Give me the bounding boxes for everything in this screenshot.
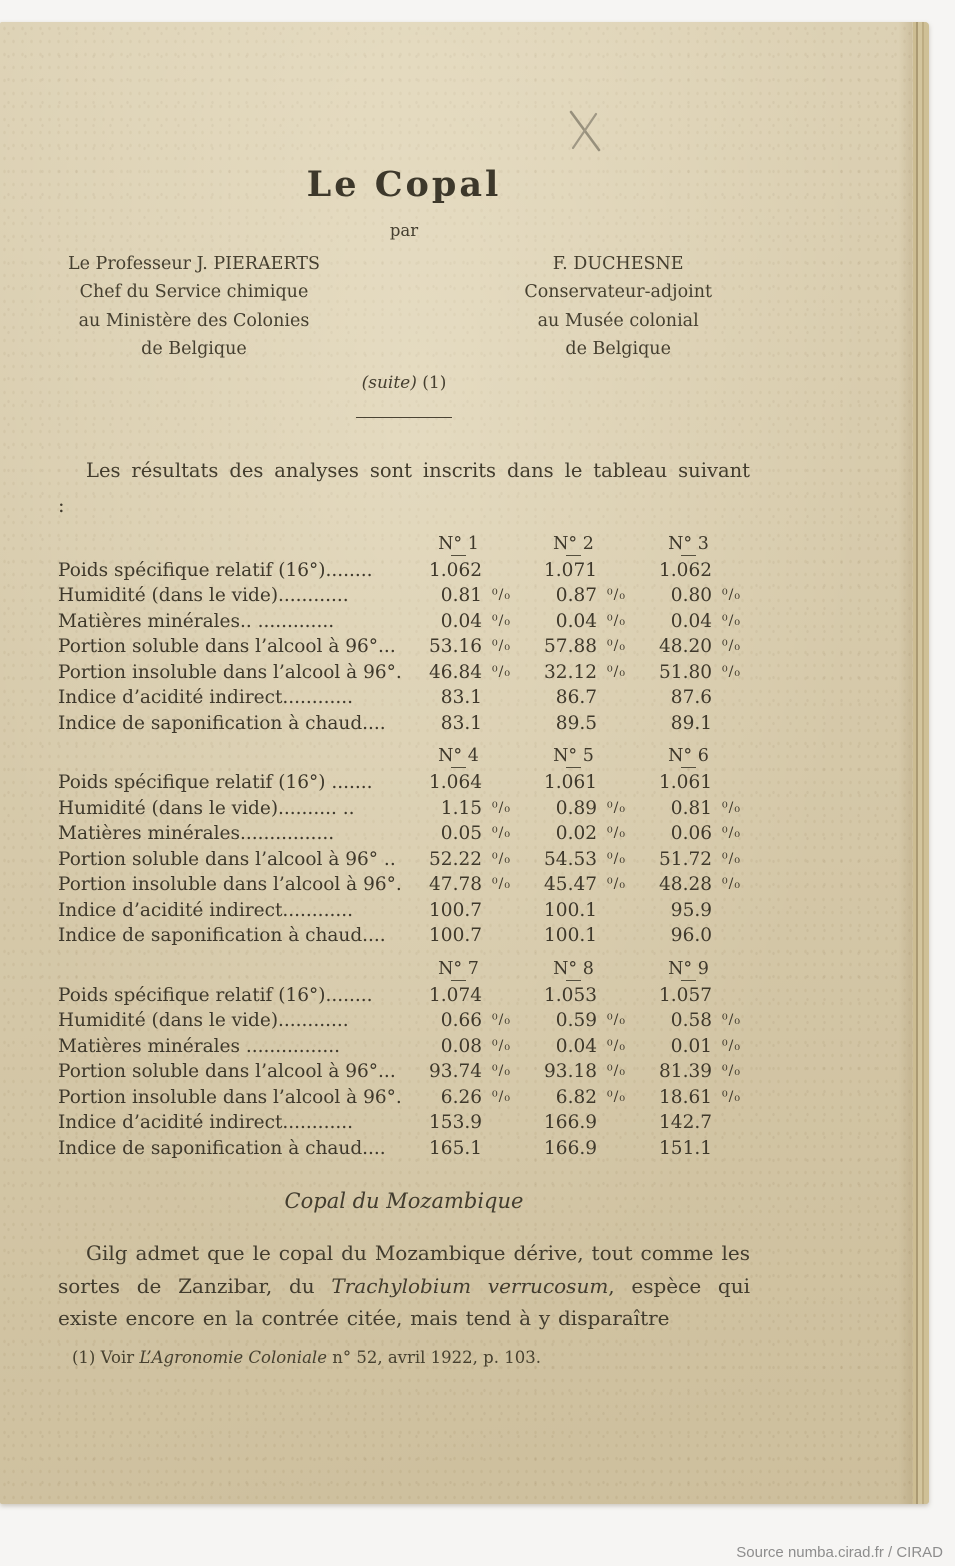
cell-unit: ⁰/₀ <box>492 825 511 842</box>
column-header <box>648 746 763 768</box>
row-label: Poids spécifique relatif (16°) ....... <box>58 772 373 794</box>
cell-unit: ⁰/₀ <box>607 850 626 867</box>
cell-value: 53.16 <box>429 636 482 658</box>
cell-value: 0.06 <box>670 823 712 845</box>
cell-value: 0.05 <box>440 823 482 845</box>
cell-value: 48.28 <box>659 874 712 896</box>
cell-value: 18.61 <box>659 1086 712 1108</box>
table-row <box>58 1136 750 1162</box>
column-header-dash <box>451 980 466 981</box>
cell-unit <box>597 1136 648 1162</box>
row-label: Poids spécifique relatif (16°)........ <box>58 559 373 581</box>
cell-unit: ⁰/₀ <box>722 850 741 867</box>
cell-value: 0.08 <box>440 1035 482 1057</box>
table-row <box>58 634 750 660</box>
row-label: Indice de saponification à chaud.... <box>58 925 386 947</box>
cell-value: 1.064 <box>429 772 482 794</box>
cell-unit: ⁰/₀ <box>722 799 741 816</box>
column-header <box>533 746 648 768</box>
row-label: Matières minérales.. ............. <box>58 610 335 632</box>
row-label: Humidité (dans le vide)............ <box>58 585 349 607</box>
cell-unit <box>597 983 648 1009</box>
cell-unit <box>712 711 763 737</box>
cell-unit: ⁰/₀ <box>607 1088 626 1105</box>
row-label: Indice de saponification à chaud.... <box>58 712 386 734</box>
author-name: F. DUCHESNE <box>552 254 684 274</box>
column-header-label: N° 4 <box>438 746 479 767</box>
author-right <box>524 250 712 363</box>
page-content <box>58 22 750 1367</box>
table-row <box>58 796 750 822</box>
cell-unit <box>712 1110 763 1136</box>
cell-value: 6.26 <box>440 1086 482 1108</box>
cell-value: 1.061 <box>544 772 597 794</box>
cell-value: 0.59 <box>555 1010 597 1032</box>
cell-value: 86.7 <box>555 687 597 709</box>
row-label: Matières minérales................ <box>58 823 335 845</box>
cell-unit: ⁰/₀ <box>722 1037 741 1054</box>
cell-unit: ⁰/₀ <box>492 876 511 893</box>
table-row <box>58 821 750 847</box>
text-run: n° 52, avril 1922, p. 103. <box>326 1348 541 1368</box>
row-label: Portion soluble dans l’alcool à 96°... <box>58 1061 396 1083</box>
table-row <box>58 898 750 924</box>
column-header-dash <box>566 767 581 768</box>
row-label: Humidité (dans le vide).......... .. <box>58 797 355 819</box>
cell-unit <box>712 923 763 949</box>
cell-unit: ⁰/₀ <box>607 1037 626 1054</box>
table-column-headers <box>58 959 750 981</box>
table-row <box>58 1008 750 1034</box>
cell-unit: ⁰/₀ <box>492 799 511 816</box>
cell-value: 100.7 <box>429 925 482 947</box>
cell-value: 166.9 <box>544 1112 597 1134</box>
row-label: Portion soluble dans l’alcool à 96° .. <box>58 848 396 870</box>
cell-unit <box>712 898 763 924</box>
cell-value: 32.12 <box>544 661 597 683</box>
cell-value: 0.80 <box>670 585 712 607</box>
table-row <box>58 1059 750 1085</box>
cell-value: 1.071 <box>544 559 597 581</box>
table-row <box>58 583 750 609</box>
cell-unit: ⁰/₀ <box>722 825 741 842</box>
cell-value: 0.04 <box>555 1035 597 1057</box>
cell-unit: ⁰/₀ <box>492 1063 511 1080</box>
cell-unit: ⁰/₀ <box>607 663 626 680</box>
cell-value: 47.78 <box>429 874 482 896</box>
column-header <box>418 746 533 768</box>
column-header-dash <box>451 555 466 556</box>
column-header-spacer <box>58 746 418 768</box>
cell-value: 1.057 <box>659 984 712 1006</box>
column-header-spacer <box>58 959 418 981</box>
cell-value: 6.82 <box>555 1086 597 1108</box>
column-header <box>533 534 648 556</box>
cell-value: 57.88 <box>544 636 597 658</box>
cell-value: 0.58 <box>670 1010 712 1032</box>
cell-unit <box>712 685 763 711</box>
column-header-label: N° 7 <box>438 958 479 979</box>
cell-value: 83.1 <box>440 687 482 709</box>
cell-value: 0.04 <box>440 610 482 632</box>
cell-unit: ⁰/₀ <box>607 1012 626 1029</box>
cell-value: 95.9 <box>670 899 712 921</box>
table-row <box>58 609 750 635</box>
cell-unit <box>482 1136 533 1162</box>
column-header <box>648 534 763 556</box>
cell-value: 166.9 <box>544 1137 597 1159</box>
divider-rule <box>356 417 452 418</box>
cell-unit <box>482 983 533 1009</box>
row-label: Poids spécifique relatif (16°)........ <box>58 984 373 1006</box>
column-header-spacer <box>58 534 418 556</box>
cell-unit: ⁰/₀ <box>722 612 741 629</box>
cell-unit <box>597 558 648 584</box>
cell-unit: ⁰/₀ <box>492 663 511 680</box>
table-column-headers <box>58 534 750 556</box>
row-label: Humidité (dans le vide)............ <box>58 1010 349 1032</box>
cell-unit <box>482 1110 533 1136</box>
cell-value: 51.80 <box>659 661 712 683</box>
cell-unit <box>482 898 533 924</box>
cell-value: 48.20 <box>659 636 712 658</box>
table-row <box>58 1085 750 1111</box>
row-label: Portion soluble dans l’alcool à 96°... <box>58 636 396 658</box>
column-header <box>648 959 763 981</box>
cell-value: 100.7 <box>429 899 482 921</box>
cell-unit: ⁰/₀ <box>607 1063 626 1080</box>
table-row <box>58 923 750 949</box>
cell-value: 1.062 <box>429 559 482 581</box>
cell-unit <box>482 558 533 584</box>
cell-unit <box>712 983 763 1009</box>
cell-unit <box>712 770 763 796</box>
table-row <box>58 983 750 1009</box>
cell-unit: ⁰/₀ <box>607 587 626 604</box>
cell-value: 89.5 <box>555 712 597 734</box>
cell-value: 0.04 <box>670 610 712 632</box>
cell-value: 153.9 <box>429 1112 482 1134</box>
author-line: au Ministère des Colonies <box>78 310 310 331</box>
column-header-dash <box>681 767 696 768</box>
suite-note <box>58 373 750 393</box>
table-row <box>58 711 750 737</box>
authors-block <box>58 250 750 363</box>
page-title: Le Copal <box>306 164 502 205</box>
column-header <box>533 959 648 981</box>
cell-unit: ⁰/₀ <box>492 1012 511 1029</box>
body-paragraph <box>58 1237 750 1334</box>
author-left <box>68 250 320 363</box>
cell-unit <box>712 1136 763 1162</box>
cell-unit: ⁰/₀ <box>607 799 626 816</box>
table-row <box>58 770 750 796</box>
cell-unit <box>482 711 533 737</box>
cell-unit: ⁰/₀ <box>492 1037 511 1054</box>
cell-value: 93.74 <box>429 1061 482 1083</box>
cell-unit <box>597 685 648 711</box>
cell-unit <box>482 770 533 796</box>
cell-unit: ⁰/₀ <box>492 587 511 604</box>
column-header-label: N° 9 <box>668 958 709 979</box>
column-header-label: N° 5 <box>553 746 594 767</box>
cell-unit <box>597 770 648 796</box>
text-run: , espèce qui existe encore en la contrée citée, mais tend à y disparaître <box>58 1273 750 1331</box>
cell-value: 0.81 <box>670 797 712 819</box>
italic-text: (suite) <box>361 373 417 394</box>
cell-value: 87.6 <box>670 687 712 709</box>
cell-value: 93.18 <box>544 1061 597 1083</box>
cell-value: 1.062 <box>659 559 712 581</box>
book-page <box>0 22 929 1504</box>
cell-value: 151.1 <box>659 1137 712 1159</box>
column-header-dash <box>566 555 581 556</box>
column-header <box>418 534 533 556</box>
column-header-label: N° 2 <box>553 533 594 554</box>
cell-value: 0.02 <box>555 823 597 845</box>
cell-value: 0.87 <box>555 585 597 607</box>
author-line: Chef du Service chimique <box>79 282 309 303</box>
cell-unit: ⁰/₀ <box>607 825 626 842</box>
cell-unit <box>712 558 763 584</box>
cell-value: 0.01 <box>670 1035 712 1057</box>
cell-unit <box>597 1110 648 1136</box>
cell-value: 96.0 <box>670 925 712 947</box>
cell-value: 89.1 <box>670 712 712 734</box>
author-line: Conservateur-adjoint <box>524 282 712 303</box>
cell-unit: ⁰/₀ <box>492 612 511 629</box>
cell-unit: ⁰/₀ <box>492 638 511 655</box>
row-label: Portion insoluble dans l’alcool à 96°. <box>58 661 402 683</box>
cell-value: 0.81 <box>440 585 482 607</box>
italic-text: Trachylobium verrucosum <box>331 1273 609 1298</box>
cell-unit: ⁰/₀ <box>607 638 626 655</box>
cell-unit: ⁰/₀ <box>722 876 741 893</box>
row-label: Indice d’acidité indirect............ <box>58 1112 353 1134</box>
cell-value: 46.84 <box>429 661 482 683</box>
cell-unit: ⁰/₀ <box>722 1088 741 1105</box>
table-row <box>58 1110 750 1136</box>
cell-value: 83.1 <box>440 712 482 734</box>
cell-unit: ⁰/₀ <box>722 1063 741 1080</box>
cell-unit: ⁰/₀ <box>722 663 741 680</box>
row-label: Indice d’acidité indirect............ <box>58 899 353 921</box>
row-label: Indice d’acidité indirect............ <box>58 687 353 709</box>
cell-unit <box>597 923 648 949</box>
cell-unit <box>482 923 533 949</box>
source-attribution: Source numba.cirad.fr / CIRAD <box>736 1544 943 1561</box>
section-heading: Copal du Mozambique <box>284 1189 524 1214</box>
cell-value: 1.15 <box>440 797 482 819</box>
column-header <box>418 959 533 981</box>
footnote <box>58 1348 750 1367</box>
cell-value: 54.53 <box>544 848 597 870</box>
cell-unit: ⁰/₀ <box>722 1012 741 1029</box>
cell-unit: ⁰/₀ <box>607 612 626 629</box>
table-row <box>58 685 750 711</box>
cell-value: 81.39 <box>659 1061 712 1083</box>
column-header-label: N° 6 <box>668 746 709 767</box>
cell-value: 45.47 <box>544 874 597 896</box>
row-label: Portion insoluble dans l’alcool à 96°. <box>58 1086 402 1108</box>
column-header-dash <box>451 767 466 768</box>
table-row <box>58 872 750 898</box>
cell-value: 100.1 <box>544 899 597 921</box>
cell-value: 1.074 <box>429 984 482 1006</box>
intro-paragraph: Les résultats des analyses sont inscrits dans le tableau suivant : <box>58 459 750 518</box>
column-header-label: N° 1 <box>438 533 479 554</box>
table-row <box>58 660 750 686</box>
cell-value: 100.1 <box>544 925 597 947</box>
column-header-label: N° 8 <box>553 958 594 979</box>
table-row <box>58 1034 750 1060</box>
analysis-table <box>58 534 750 1162</box>
cell-value: 165.1 <box>429 1137 482 1159</box>
cell-unit: ⁰/₀ <box>492 850 511 867</box>
cell-unit: ⁰/₀ <box>492 1088 511 1105</box>
cell-value: 142.7 <box>659 1112 712 1134</box>
author-line: de Belgique <box>141 339 247 360</box>
table-row <box>58 558 750 584</box>
text-run: (1) <box>416 373 447 394</box>
cell-value: 52.22 <box>429 848 482 870</box>
byline: par <box>389 221 419 240</box>
cell-unit <box>482 685 533 711</box>
cell-unit: ⁰/₀ <box>722 587 741 604</box>
column-header-dash <box>566 980 581 981</box>
column-header-label: N° 3 <box>668 533 709 554</box>
text-run: Gilg admet que le copal du Mozambique dérive, tout comme les sortes de Zanzibar, du <box>58 1241 750 1298</box>
row-label: Indice de saponification à chaud.... <box>58 1137 386 1159</box>
column-header-dash <box>681 980 696 981</box>
cell-unit: ⁰/₀ <box>722 638 741 655</box>
table-row <box>58 847 750 873</box>
author-line: au Musée colonial <box>537 310 699 331</box>
cell-value: 0.66 <box>440 1010 482 1032</box>
author-line: de Belgique <box>565 339 671 360</box>
cell-value: 1.061 <box>659 772 712 794</box>
cell-unit <box>597 711 648 737</box>
cell-value: 1.053 <box>544 984 597 1006</box>
cell-value: 51.72 <box>659 848 712 870</box>
cell-unit: ⁰/₀ <box>607 876 626 893</box>
row-label: Matières minérales ................ <box>58 1035 340 1057</box>
text-run: (1) Voir <box>72 1348 140 1368</box>
table-column-headers <box>58 746 750 768</box>
cell-unit <box>597 898 648 924</box>
cell-value: 0.04 <box>555 610 597 632</box>
page-stack-edge <box>899 22 929 1504</box>
row-label: Portion insoluble dans l’alcool à 96°. <box>58 874 402 896</box>
cell-value: 0.89 <box>555 797 597 819</box>
author-name: Le Professeur J. PIERAERTS <box>68 254 320 274</box>
italic-text: L’Agronomie Coloniale <box>139 1348 327 1368</box>
column-header-dash <box>681 555 696 556</box>
